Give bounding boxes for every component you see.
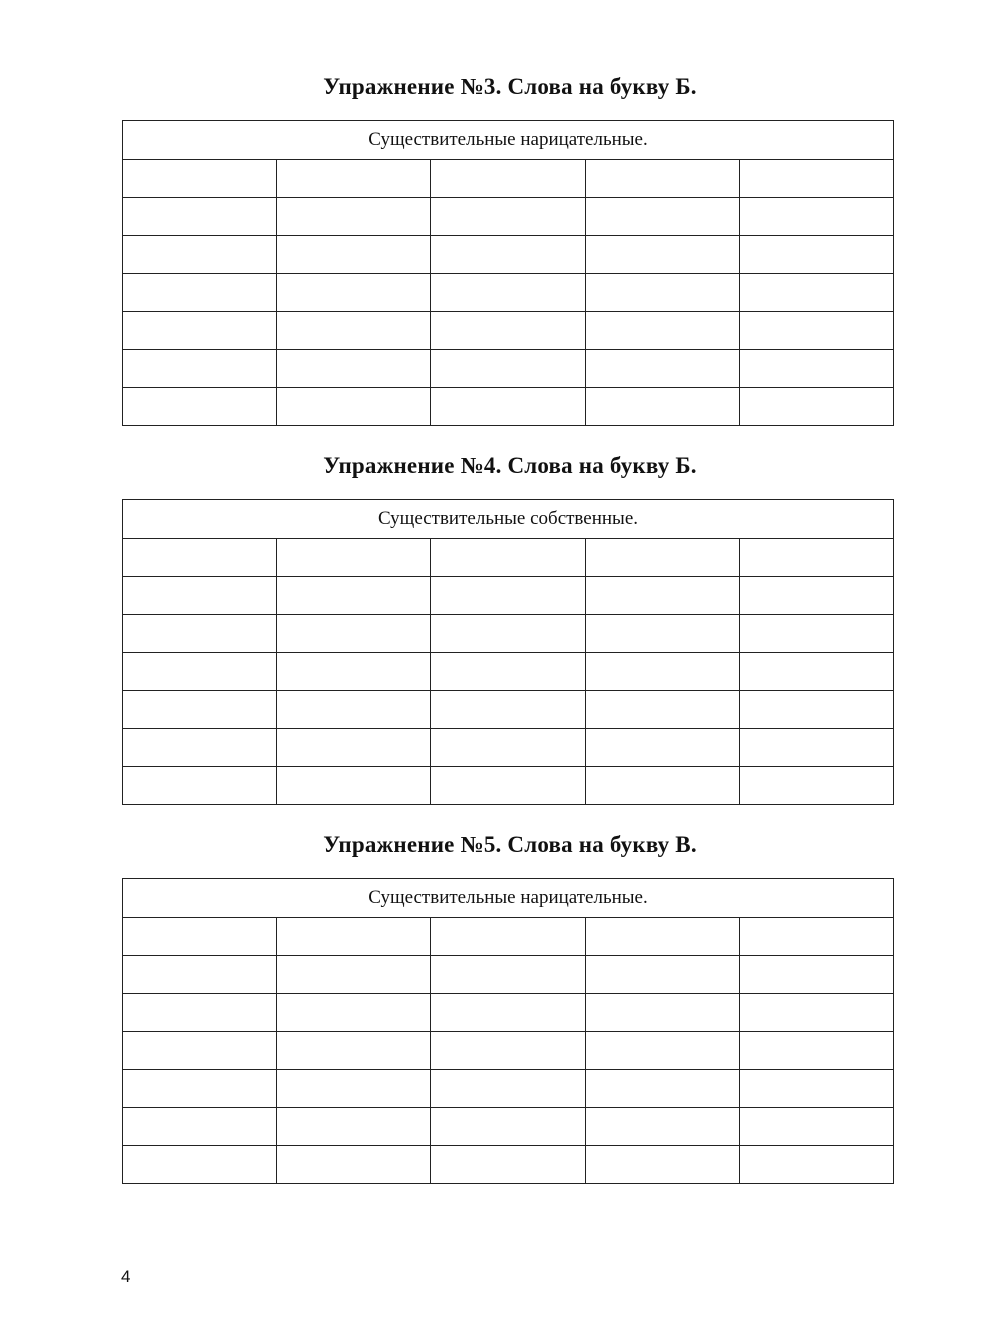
table-header-row [123, 500, 894, 539]
blank-answer-cell[interactable] [739, 577, 893, 615]
blank-answer-cell[interactable] [123, 615, 277, 653]
table-row [123, 388, 894, 426]
blank-answer-cell[interactable] [277, 729, 431, 767]
blank-answer-cell[interactable] [585, 160, 739, 198]
blank-answer-cell[interactable] [585, 1032, 739, 1070]
blank-answer-cell[interactable] [739, 236, 893, 274]
table-header-row [123, 879, 894, 918]
blank-answer-cell[interactable] [123, 312, 277, 350]
blank-answer-cell[interactable] [431, 1070, 585, 1108]
table-row [123, 274, 894, 312]
blank-answer-cell[interactable] [739, 539, 893, 577]
table-row [123, 1070, 894, 1108]
blank-answer-cell[interactable] [739, 160, 893, 198]
blank-answer-cell[interactable] [739, 1108, 893, 1146]
blank-answer-cell[interactable] [277, 274, 431, 312]
exercise-3-table [122, 120, 894, 426]
blank-answer-cell[interactable] [585, 767, 739, 805]
blank-answer-cell[interactable] [585, 198, 739, 236]
blank-answer-cell[interactable] [739, 653, 893, 691]
blank-answer-cell[interactable] [123, 994, 277, 1032]
blank-answer-cell[interactable] [431, 994, 585, 1032]
blank-answer-cell[interactable] [431, 198, 585, 236]
blank-answer-cell[interactable] [739, 691, 893, 729]
blank-answer-cell[interactable] [123, 653, 277, 691]
blank-answer-cell[interactable] [431, 918, 585, 956]
blank-answer-cell[interactable] [585, 539, 739, 577]
blank-answer-cell[interactable] [431, 274, 585, 312]
blank-answer-cell[interactable] [739, 312, 893, 350]
blank-answer-cell[interactable] [431, 312, 585, 350]
blank-answer-cell[interactable] [123, 274, 277, 312]
blank-answer-cell[interactable] [123, 691, 277, 729]
blank-answer-cell[interactable] [123, 956, 277, 994]
blank-answer-cell[interactable] [123, 1070, 277, 1108]
blank-answer-cell[interactable] [123, 767, 277, 805]
table-row [123, 1032, 894, 1070]
blank-answer-cell[interactable] [739, 1146, 893, 1184]
table-row [123, 729, 894, 767]
table-header: Существительные нарицательные. [123, 879, 894, 918]
blank-answer-cell[interactable] [585, 956, 739, 994]
blank-answer-cell[interactable] [123, 729, 277, 767]
blank-answer-cell[interactable] [585, 1146, 739, 1184]
blank-answer-cell[interactable] [585, 350, 739, 388]
blank-answer-cell[interactable] [431, 691, 585, 729]
blank-answer-cell[interactable] [277, 1108, 431, 1146]
blank-answer-cell[interactable] [585, 274, 739, 312]
table-row [123, 918, 894, 956]
blank-answer-cell[interactable] [277, 539, 431, 577]
blank-answer-cell[interactable] [585, 236, 739, 274]
blank-answer-cell[interactable] [739, 956, 893, 994]
blank-answer-cell[interactable] [277, 236, 431, 274]
exercise-5-table [122, 878, 894, 1184]
blank-answer-cell[interactable] [739, 350, 893, 388]
blank-answer-cell[interactable] [585, 691, 739, 729]
table-row [123, 994, 894, 1032]
table-row [123, 160, 894, 198]
exercise-4-title: Упражнение №4. Слова на букву Б. [323, 453, 697, 478]
blank-answer-cell[interactable] [585, 1108, 739, 1146]
blank-answer-cell[interactable] [431, 729, 585, 767]
blank-answer-cell[interactable] [739, 918, 893, 956]
blank-answer-cell[interactable] [123, 198, 277, 236]
blank-answer-cell[interactable] [123, 1032, 277, 1070]
table-row [123, 615, 894, 653]
blank-answer-cell[interactable] [277, 198, 431, 236]
blank-answer-cell[interactable] [123, 160, 277, 198]
blank-answer-cell[interactable] [277, 994, 431, 1032]
blank-answer-cell[interactable] [431, 350, 585, 388]
blank-answer-cell[interactable] [277, 767, 431, 805]
blank-answer-cell[interactable] [431, 767, 585, 805]
blank-answer-cell[interactable] [739, 1032, 893, 1070]
blank-answer-cell[interactable] [739, 388, 893, 426]
blank-answer-cell[interactable] [585, 388, 739, 426]
blank-answer-cell[interactable] [277, 691, 431, 729]
table-row [123, 236, 894, 274]
exercise-4-table [122, 499, 894, 805]
blank-answer-cell[interactable] [585, 994, 739, 1032]
blank-answer-cell[interactable] [585, 615, 739, 653]
blank-answer-cell[interactable] [585, 918, 739, 956]
exercise-5-title: Упражнение №5. Слова на букву В. [323, 832, 697, 857]
blank-answer-cell[interactable] [739, 1070, 893, 1108]
exercise-3-title: Упражнение №3. Слова на букву Б. [323, 74, 697, 99]
blank-answer-cell[interactable] [431, 160, 585, 198]
blank-answer-cell[interactable] [277, 615, 431, 653]
blank-answer-cell[interactable] [123, 918, 277, 956]
blank-answer-cell[interactable] [277, 1032, 431, 1070]
table-header-row [123, 121, 894, 160]
blank-answer-cell[interactable] [277, 956, 431, 994]
blank-answer-cell[interactable] [431, 1108, 585, 1146]
blank-answer-cell[interactable] [739, 767, 893, 805]
blank-answer-cell[interactable] [123, 1108, 277, 1146]
blank-answer-cell[interactable] [277, 160, 431, 198]
blank-answer-cell[interactable] [123, 236, 277, 274]
blank-answer-cell[interactable] [277, 653, 431, 691]
blank-answer-cell[interactable] [123, 388, 277, 426]
blank-answer-cell[interactable] [431, 577, 585, 615]
table-row [123, 577, 894, 615]
blank-answer-cell[interactable] [739, 994, 893, 1032]
blank-answer-cell[interactable] [739, 198, 893, 236]
blank-answer-cell[interactable] [431, 1146, 585, 1184]
blank-answer-cell[interactable] [585, 1070, 739, 1108]
blank-answer-cell[interactable] [277, 577, 431, 615]
blank-answer-cell[interactable] [739, 615, 893, 653]
table-row [123, 1108, 894, 1146]
table-header: Существительные нарицательные. [123, 121, 894, 160]
blank-answer-cell[interactable] [431, 615, 585, 653]
blank-answer-cell[interactable] [277, 388, 431, 426]
blank-answer-cell[interactable] [431, 1032, 585, 1070]
table-row [123, 1146, 894, 1184]
blank-answer-cell[interactable] [431, 539, 585, 577]
blank-answer-cell[interactable] [585, 312, 739, 350]
table-row [123, 539, 894, 577]
blank-answer-cell[interactable] [277, 918, 431, 956]
table-row [123, 767, 894, 805]
blank-answer-cell[interactable] [585, 653, 739, 691]
table-row [123, 956, 894, 994]
table-row [123, 312, 894, 350]
table-row [123, 198, 894, 236]
blank-answer-cell[interactable] [277, 1146, 431, 1184]
blank-answer-cell[interactable] [431, 653, 585, 691]
blank-answer-cell[interactable] [431, 236, 585, 274]
page-number: 4 [121, 1267, 131, 1286]
blank-answer-cell[interactable] [123, 1146, 277, 1184]
blank-answer-cell[interactable] [585, 729, 739, 767]
blank-answer-cell[interactable] [431, 388, 585, 426]
blank-answer-cell[interactable] [431, 956, 585, 994]
table-row [123, 653, 894, 691]
blank-answer-cell[interactable] [123, 577, 277, 615]
table-header: Существительные собственные. [123, 500, 894, 539]
blank-answer-cell[interactable] [739, 729, 893, 767]
blank-answer-cell[interactable] [277, 312, 431, 350]
blank-answer-cell[interactable] [277, 350, 431, 388]
blank-answer-cell[interactable] [739, 274, 893, 312]
blank-answer-cell[interactable] [123, 350, 277, 388]
table-row [123, 691, 894, 729]
blank-answer-cell[interactable] [277, 1070, 431, 1108]
blank-answer-cell[interactable] [123, 539, 277, 577]
table-row [123, 350, 894, 388]
blank-answer-cell[interactable] [585, 577, 739, 615]
